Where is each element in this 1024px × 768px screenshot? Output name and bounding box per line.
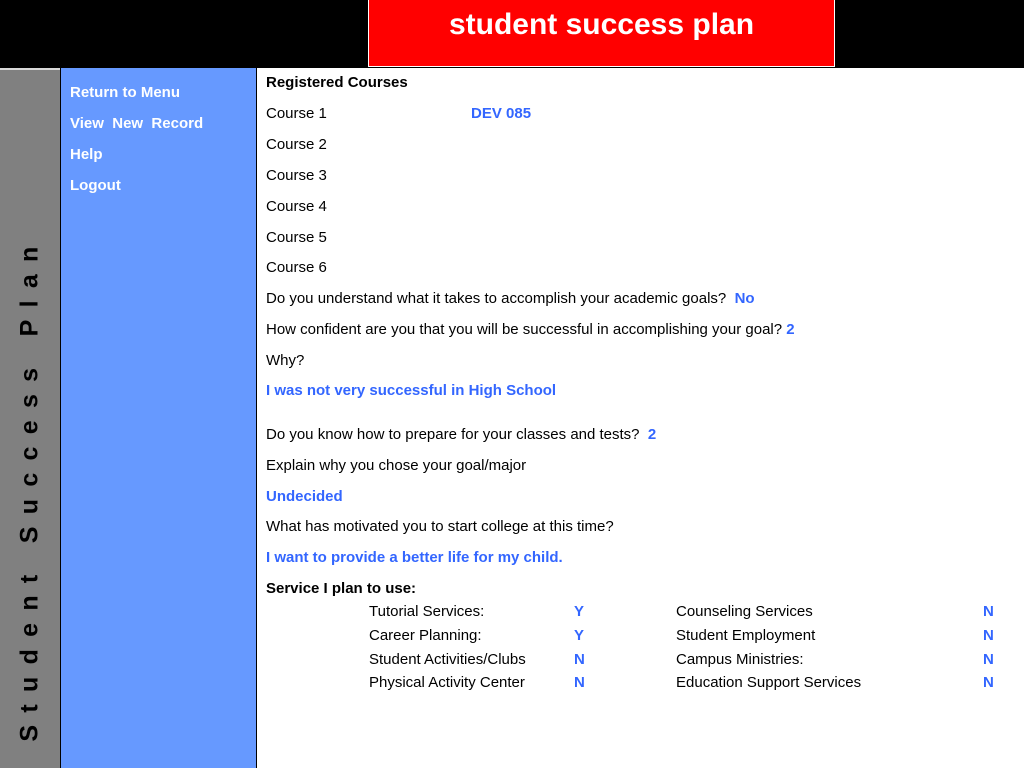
question-text: How confident are you that you will be successful in accomplishing your goal? <box>266 321 783 338</box>
question-text: Do you understand what it takes to accomplish your academic goals? <box>266 290 727 307</box>
service-value: Y <box>574 627 585 644</box>
question-answer: No <box>734 290 755 307</box>
course-label: Course 4 <box>266 198 327 215</box>
side-banner <box>0 68 60 768</box>
service-label: Student Activities/Clubs <box>369 651 526 668</box>
question-row <box>266 289 755 309</box>
courses-heading: Registered Courses <box>266 74 408 91</box>
service-label: Career Planning: <box>369 627 482 644</box>
course-value: DEV 085 <box>471 105 532 122</box>
course-row <box>266 135 327 155</box>
question-answer: Undecided <box>266 488 343 505</box>
service-label: Education Support Services <box>676 674 862 691</box>
service-label: Campus Ministries: <box>676 651 804 668</box>
service-value: N <box>983 651 994 668</box>
service-value: Y <box>574 603 585 620</box>
course-row <box>266 197 327 217</box>
course-row <box>266 258 327 278</box>
course-label: Course 1 <box>266 105 327 122</box>
nav-link-return-to-menu[interactable]: Return to Menu <box>70 84 180 101</box>
course-row <box>266 166 327 186</box>
question-answer: I was not very successful in High School <box>266 382 557 399</box>
question-row <box>266 320 795 340</box>
service-value: N <box>983 627 994 644</box>
course-label: Course 6 <box>266 259 327 276</box>
page-title: student success plan <box>448 8 755 41</box>
question-answer: 2 <box>786 321 795 338</box>
course-row <box>266 104 532 124</box>
service-value: N <box>574 674 585 691</box>
course-label: Course 5 <box>266 229 327 246</box>
service-label: Physical Activity Center <box>369 674 525 691</box>
service-value: N <box>983 674 994 691</box>
course-label: Course 3 <box>266 167 327 184</box>
service-value: N <box>983 603 994 620</box>
question-text: Explain why you chose your goal/major <box>266 457 527 474</box>
header-bar <box>0 0 1024 68</box>
question-answer: I want to provide a better life for my child. <box>266 549 563 566</box>
course-label: Course 2 <box>266 136 327 153</box>
service-label: Student Employment <box>676 627 816 644</box>
service-label: Counseling Services <box>676 603 813 620</box>
nav-link-logout[interactable]: Logout <box>70 177 121 194</box>
service-label: Tutorial Services: <box>369 603 485 620</box>
question-text: What has motivated you to start college at this time? <box>266 518 614 535</box>
side-banner-text: Student Success Plan <box>15 234 44 742</box>
service-value: N <box>574 651 585 668</box>
course-row <box>266 228 327 248</box>
question-row <box>266 425 656 445</box>
nav-link-view-new-record[interactable]: View New Record <box>70 115 204 132</box>
question-text: Why? <box>266 352 305 369</box>
nav-menu <box>60 68 257 768</box>
services-heading: Service I plan to use: <box>266 580 417 597</box>
title-box <box>368 0 835 67</box>
nav-link-help[interactable]: Help <box>70 146 103 163</box>
question-text: Do you know how to prepare for your classes and tests? <box>266 426 640 443</box>
question-answer: 2 <box>647 426 657 443</box>
